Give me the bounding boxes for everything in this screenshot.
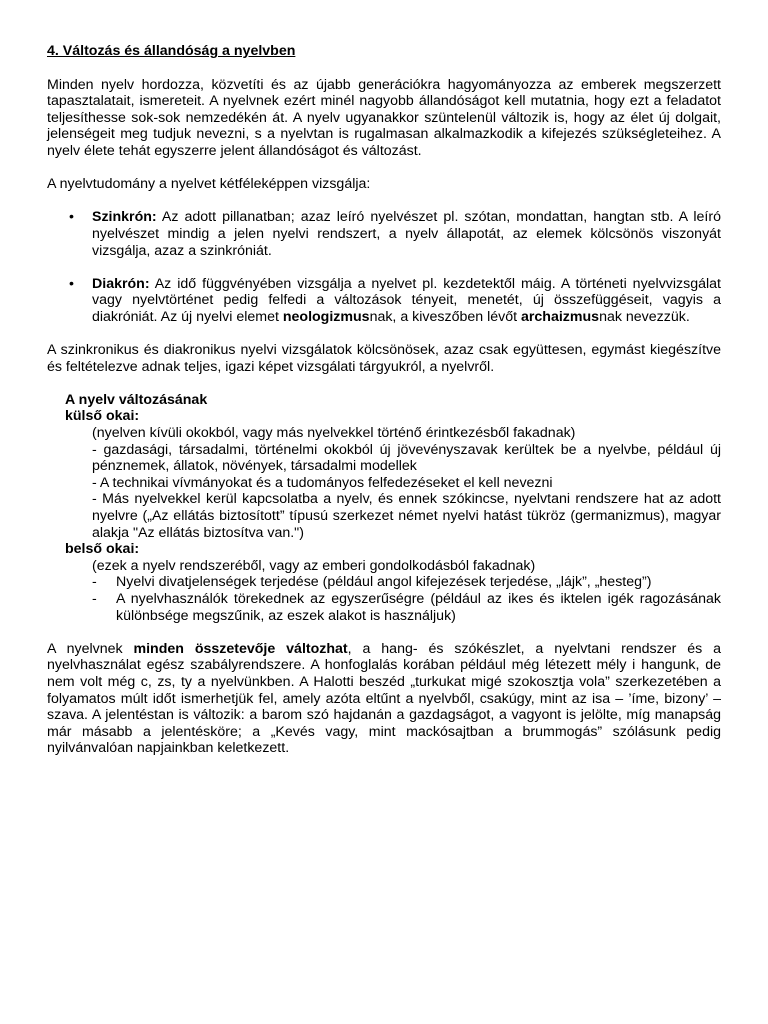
bullet-icon: • [69,275,74,292]
external-line: - A technikai vívmányokat és a tudományos felfedezéseket el kell nevezni [92,474,553,491]
diachron-text-1: Az idő függvényében vizsgálja a nyelvet pl. kezdetektől máig. A történeti nyelvvizsgálat vagy nyelvtörténet pedig felfedi a változások tényeit, menetét, új összefüggéseit, vagyis a diakróniát. Az új nyelvi elemet [92,275,721,325]
external-causes-label: külső okai: [65,408,140,425]
diachron-text-3: nak nevezzük. [599,308,690,325]
synchron-term: Szinkrón: [92,209,157,226]
final-text-1: A nyelvnek [47,640,134,657]
internal-item [65,591,721,624]
diachron-term: Diakrón: [92,275,150,292]
lead-paragraph: A nyelvtudomány a nyelvet kétféleképpen vizsgálja: [47,176,371,193]
final-bold-phrase: minden összetevője változhat [133,640,348,657]
bullet-icon: • [69,209,74,226]
diachron-text-2: nak, a kiveszőben lévőt [369,308,521,325]
external-line: - Más nyelvekkel kerül kapcsolatba a nyelv, és ennek szókincse, nyelvtani rendszere hat az adott nyelvre („Az ellátás biztosított” típusú szerkezet német nyelvi hatást tükröz (germanizmus), magyar alakja "Az ellátás biztosítva van.") [92,491,721,541]
final-text-2: , a hang- és szókészlet, a nyelvtani rendszer és a nyelvhasználat egész szabályrendszere. A honfoglalás korában például még létezett mély i hangunk, de nem volt még c, zs, ty a nyelvünkben. A Halotti beszéd „turkukat migé szokosztja vola” szerkezetében a folyamatos múlt időt ismerhetjük fel, amely azóta eltűnt a nyelvből, csakúgy, mint az isa – ’íme, bizony’ – szava. A jelentéstan is változik: a barom szó hajdanán a gazdagságot, a vagyont is jelölte, míg manapság már másabb a jelentésköre; a „Kevés vagy, mint mackósajtban a brummogás” szólásunk pedig nyilvánvalóan napjainkban keletkezett. [47,640,721,757]
neologism-term: neologizmus [282,308,370,325]
final-paragraph [47,641,721,757]
list-item-diachron [47,276,721,326]
dash-marker: - [92,574,97,591]
dash-marker: - [92,591,97,607]
page-title: 4. Változás és állandóság a nyelvben [47,43,296,59]
internal-note: (ezek a nyelv rendszeréből, vagy az emberi gondolkodásból fakadnak) [92,557,536,574]
document-page [47,43,721,757]
internal-item-text: Nyelvi divatjelenségek terjedése (például angol kifejezések terjedése, „lájk”, „hesteg”) [116,574,652,591]
external-line: - gazdasági, társadalmi, történelmi okokból új jövevényszavak kerültek be a nyelvbe, például új pénznemek, állatok, növények, társadalmi modellek [92,441,721,475]
list-item-synchron [47,209,721,259]
archaism-term: archaizmus [520,308,600,325]
causes-heading: A nyelv változásának [65,391,208,408]
internal-item-text: A nyelvhasználók törekednek az egyszerűségre (például az ikes és iktelen igék ragozásának különbsége megszűnik, az eszek alakot is használjuk) [116,591,721,624]
intro-paragraph: Minden nyelv hordozza, közvetíti és az újabb generációkra hagyományozza az emberek megszerzett tapasztalatait, ismereteit. A nyelvnek ezért minél nagyobb állandóságot kell mutatnia, hogy ezt a feladatot teljesíthesse sok-sok nemzedékén át. A nyelv ugyanakkor szüntelenül változik is, hogy az élet új dolgait, jelenségeit meg tudjuk nevezni, s a nyelvtan is rugalmasan alkalmazkodik a kifejezés szükségleteihez. A nyelv élete tehát egyszerre jelent állandóságot és változást. [47,76,721,159]
internal-item [65,574,721,591]
synthesis-paragraph: A szinkronikus és diakronikus nyelvi vizsgálatok kölcsönösek, azaz csak együttesen, egymást kiegészítve és feltételezve adnak teljes, igazi képet vizsgálati tárgyukról, a nyelvről. [47,342,721,375]
internal-causes-label: belső okai: [65,541,140,558]
causes-section [47,392,721,624]
external-line: (nyelven kívüli okokból, vagy más nyelvekkel történő érintkezésből fakadnak) [92,425,576,442]
synchron-text: Az adott pillanatban; azaz leíró nyelvészet pl. szótan, mondattan, hangtan stb. A leíró nyelvészet mindig a jelen nyelvi rendszert, a nyelv állapotát, az elemek kölcsönös viszonyát vizsgálja, azaz a szinkróniát. [92,209,721,259]
